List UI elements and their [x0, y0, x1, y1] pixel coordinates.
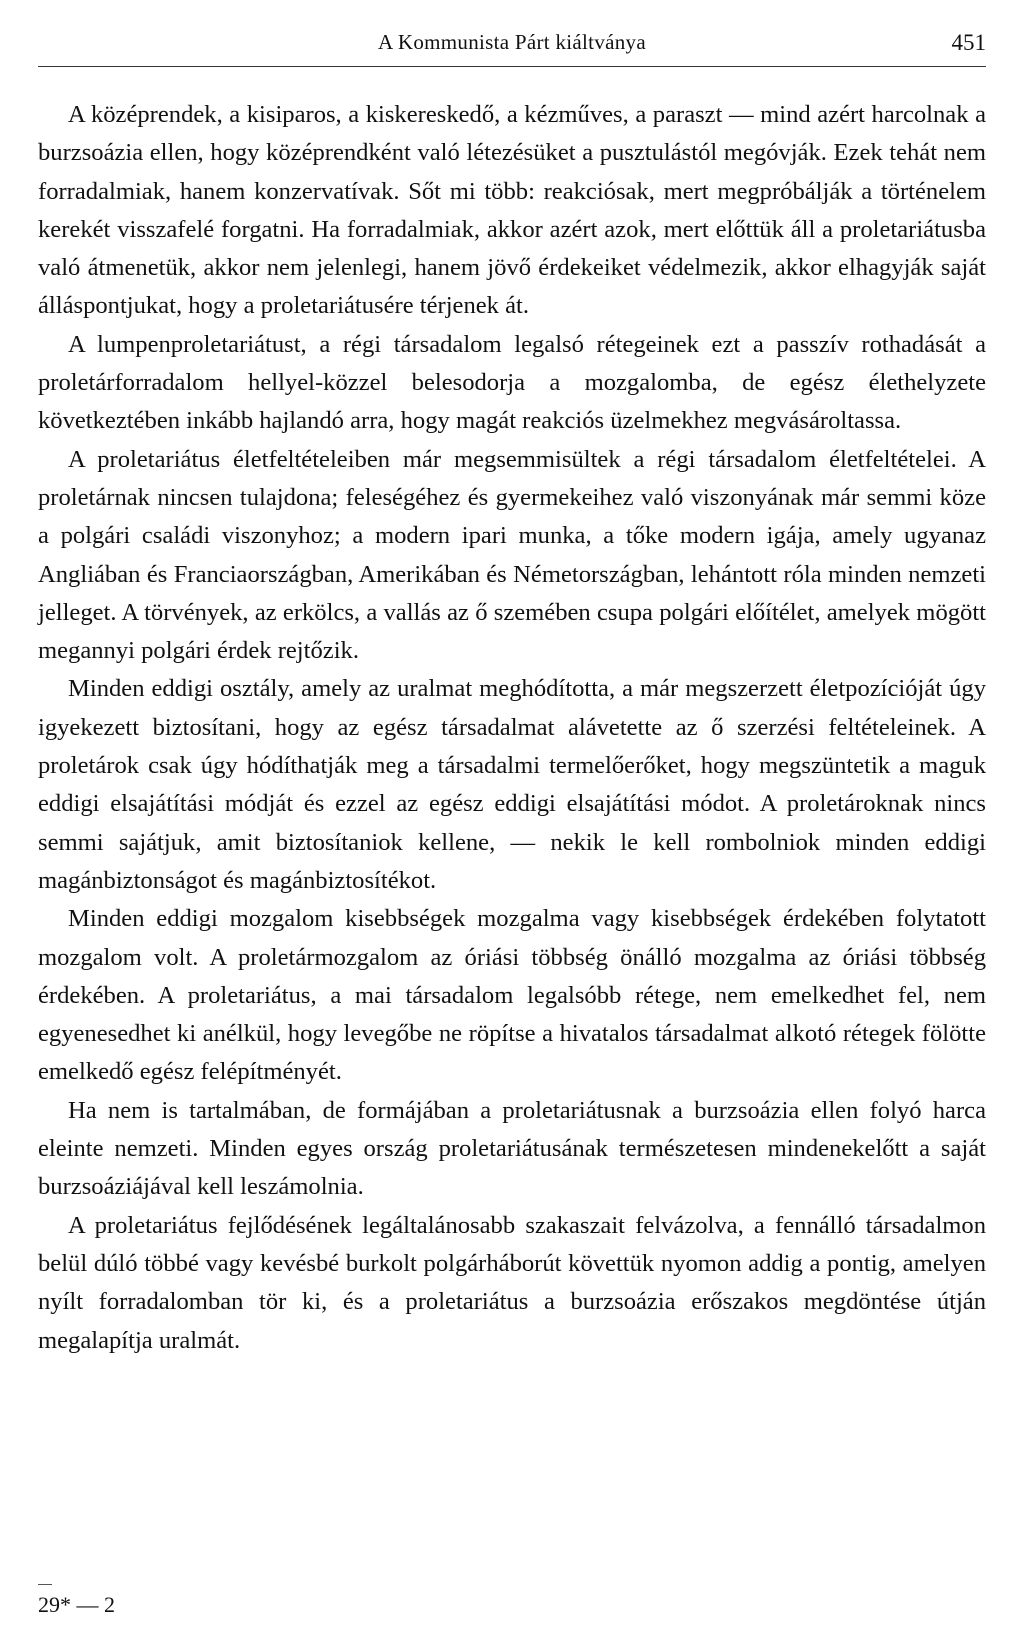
signature-mark: 29* — 2	[38, 1592, 115, 1617]
page-number: 451	[951, 30, 986, 55]
footer-rule	[38, 1584, 52, 1585]
paragraph: A proletariátus fejlődésének legáltalánosabb szakaszait felvázolva, a fennálló társadalmon belül dúló többé vagy kevésbé burkolt polgárháborút követtük nyomon addig a pontig, amelyen nyílt forradalomban tör ki, és a proletariátus a burzsoázia erőszakos megdöntése útján megalapítja uralmát.	[38, 1211, 986, 1354]
paragraph: Ha nem is tartalmában, de formájában a proletariátusnak a burzsoázia ellen folyó harca eleinte nemzeti. Minden egyes ország proletariátusának természetesen mindenekelőtt a saját burzsoáziájával kell leszámolnia.	[38, 1096, 986, 1201]
paragraph: A középrendek, a kisiparos, a kiskereskedő, a kézműves, a paraszt — mind azért harcolnak a burzsoázia ellen, hogy középrendként való létezésüket a pusztulástól megóvják. Ezek tehát nem forradalmiak, hanem konzervatívak. Sőt mi több: reakciósak, mert megpróbálják a történelem kerekét visszafelé forgatni. Ha forradalmiak, akkor azért azok, mert előttük áll a proletariátusba való átmenetük, akkor nem jelenlegi, hanem jövő érdekeiket védelmezik, akkor elhagyják saját álláspontjukat, hogy a proletariátusére térjenek át.	[38, 101, 986, 320]
paragraph: Minden eddigi mozgalom kisebbségek mozgalma vagy kisebbségek érdekében folytatott mozgalom volt. A proletármozgalom az óriási többség önálló mozgalma az óriási többség érdekében. A proletariátus, a mai társadalom legalsóbb rétege, nem emelkedhet fel, nem egyenesedhet ki anélkül, hogy levegőbe ne röpítse a hivatalos társadalmat alkotó rétegek fölötte emelkedő egész felépítményét.	[38, 905, 986, 1086]
running-title: A Kommunista Párt kiáltványa	[378, 30, 646, 54]
paragraph: Minden eddigi osztály, amely az uralmat meghódította, a már megszerzett életpozícióját úgy igyekezett biztosítani, hogy az egész társadalmat alávetette az ő szerzési feltételeinek. A proletárok csak úgy hódíthatják meg a társadalmi termelőerőket, hogy megszüntetik a maguk eddigi elsajátítási módját és ezzel az egész eddigi elsajátítási módot. A proletároknak nincs semmi sajátjuk, amit biztosítaniok kellene, — nekik le kell rombolniok minden eddigi magánbiztonságot és magánbiztosítékot.	[38, 675, 986, 894]
running-header	[38, 22, 986, 62]
body-text	[38, 96, 986, 1360]
paragraph: A lumpenproletariátust, a régi társadalom legalsó rétegeinek ezt a passzív rothadását a proletárforradalom hellyel-közzel belesodorja a mozgalomba, de egész élethelyzete következtében inkább hajlandó arra, hogy magát reakciós üzelmekhez megvásároltassa.	[38, 330, 986, 435]
paragraph: A proletariátus életfeltételeiben már megsemmisültek a régi társadalom életfeltételei. A proletárnak nincsen tulajdona; feleségéhez és gyermekeihez való viszonyának már semmi köze a polgári családi viszonyhoz; a modern ipari munka, a tőke modern igája, amely ugyanaz Angliában és Franciaországban, Amerikában és Németországban, lehántott róla minden nemzeti jelleget. A törvények, az erkölcs, a vallás az ő szemében csupa polgári előítélet, amelyek mögött megannyi polgári érdek rejtőzik.	[38, 445, 986, 665]
header-rule	[38, 66, 986, 67]
